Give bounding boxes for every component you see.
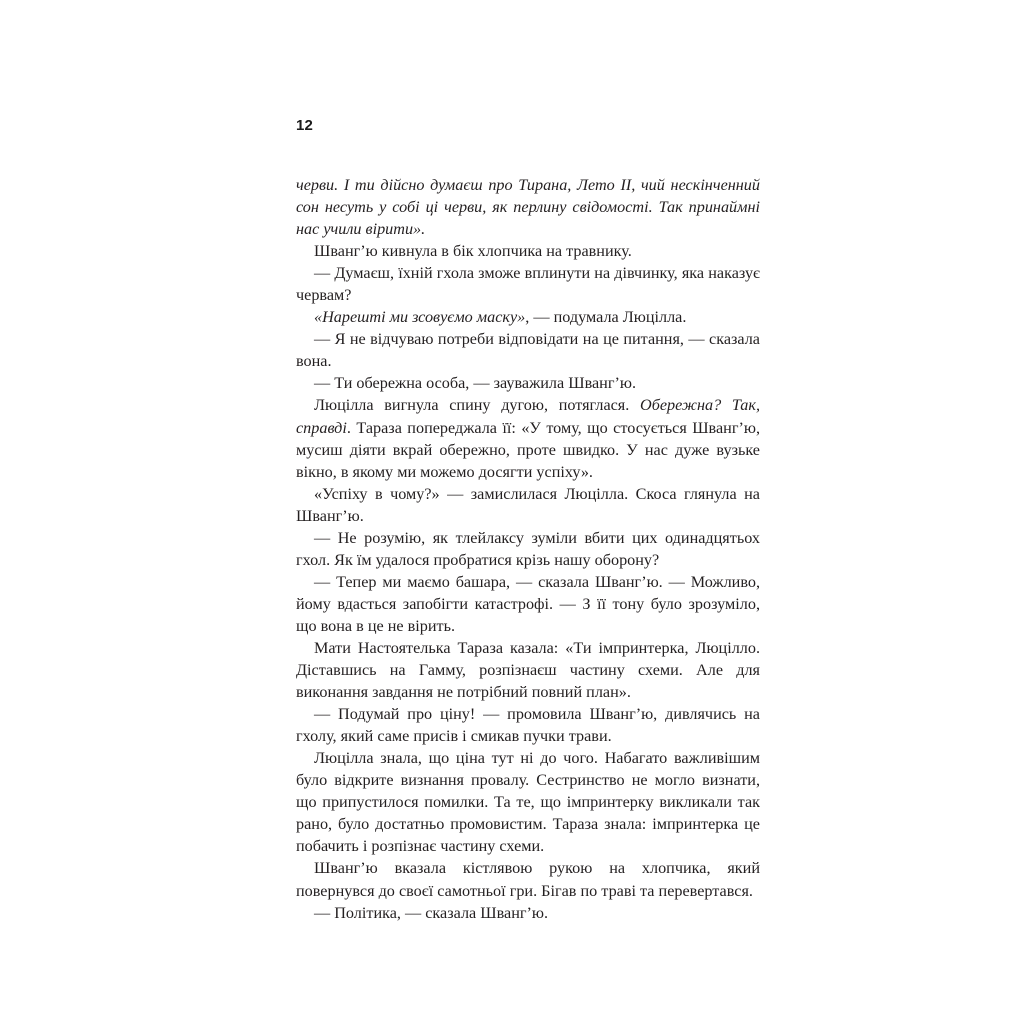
text-run: Шванг’ю кивнула в бік хлопчика на травнику. [314, 242, 632, 261]
italic-run: «Нарешті ми зсовуємо маску» [314, 308, 526, 327]
text-run: — Думаєш, їхній гхола зможе вплинути на дівчинку, яка наказує червам? [296, 264, 760, 305]
text-run: «Успіху в чому?» — замислилася Люцілла. Скоса глянула на Шванг’ю. [296, 484, 760, 525]
text-run: — Ти обережна особа, — зауважила Шванг’ю. [314, 374, 637, 393]
page-content [296, 118, 760, 924]
text-run: Люцілла знала, що ціна тут ні до чого. Набагато важливішим було відкрите визнання провалу. Сестринство не могло визнати, що припустилося помилки. Та те, що імпринтерку викликали так рано, було достатньо промовистим. Тараза знала: імпринтерка це побачить і розпізнає частину схеми. [296, 749, 760, 856]
paragraph [296, 394, 760, 482]
paragraph [296, 483, 760, 527]
text-run: Люцілла вигнула спину дугою, потяглася. [314, 396, 641, 415]
text-run: — Подумай про ціну! — промовила Шванг’ю, дивлячись на гхолу, який саме присів і смикав пучки трави. [296, 705, 760, 746]
text-run: . Тараза попереджала її: «У тому, що стосується Шванг’ю, мусиш діяти вкрай обережно, проте швидко. У нас дуже вузьке вікно, в якому ми можемо досягти успіху». [296, 418, 760, 481]
paragraph [296, 372, 760, 394]
text-run: — Я не відчуваю потреби відповідати на це питання, — сказала вона. [296, 330, 760, 371]
text-run: Шванг’ю вказала кістлявою рукою на хлопчика, який повернувся до своєї самотньої гри. Бігав по траві та перевертався. [296, 859, 760, 900]
paragraph [296, 857, 760, 901]
paragraph [296, 747, 760, 857]
paragraph [296, 240, 760, 262]
paragraph [296, 637, 760, 703]
text-run: — Тепер ми маємо башара, — сказала Шванг’ю. — Можливо, йому вдасться запобігти катастрофі. — З її тону було зрозуміло, що вона в це не вірить. [296, 572, 760, 635]
text-run: — Не розумію, як тлейлаксу зуміли вбити цих одинадцятьох гхол. Як їм удалося пробратися крізь нашу оборону? [296, 528, 760, 569]
text-run: — Політика, — сказала Шванг’ю. [314, 903, 549, 922]
italic-run: Обережна? Так, справді [296, 396, 761, 437]
paragraph [296, 571, 760, 637]
paragraph [296, 527, 760, 571]
text-run: , — подумала Люцілла. [525, 308, 687, 327]
paragraph [296, 328, 760, 372]
paragraph [296, 262, 760, 306]
paragraph [296, 703, 760, 747]
paragraph [296, 306, 760, 328]
paragraph [296, 902, 760, 924]
page-number: 12 [296, 117, 314, 134]
body-text-block [296, 174, 760, 924]
text-run: Мати Настоятелька Тараза казала: «Ти імпринтерка, Люцілло. Діставшись на Гамму, розпізнаєш частину схеми. Але для виконання завдання не потрібний повний план». [296, 638, 760, 702]
paragraph [296, 174, 760, 240]
italic-run: черви. І ти дійсно думаєш про Тирана, Лето II, чий нескінченний сон несуть у собі ці черви, як перлину свідомості. Так принаймні нас учили вірити». [296, 176, 760, 239]
